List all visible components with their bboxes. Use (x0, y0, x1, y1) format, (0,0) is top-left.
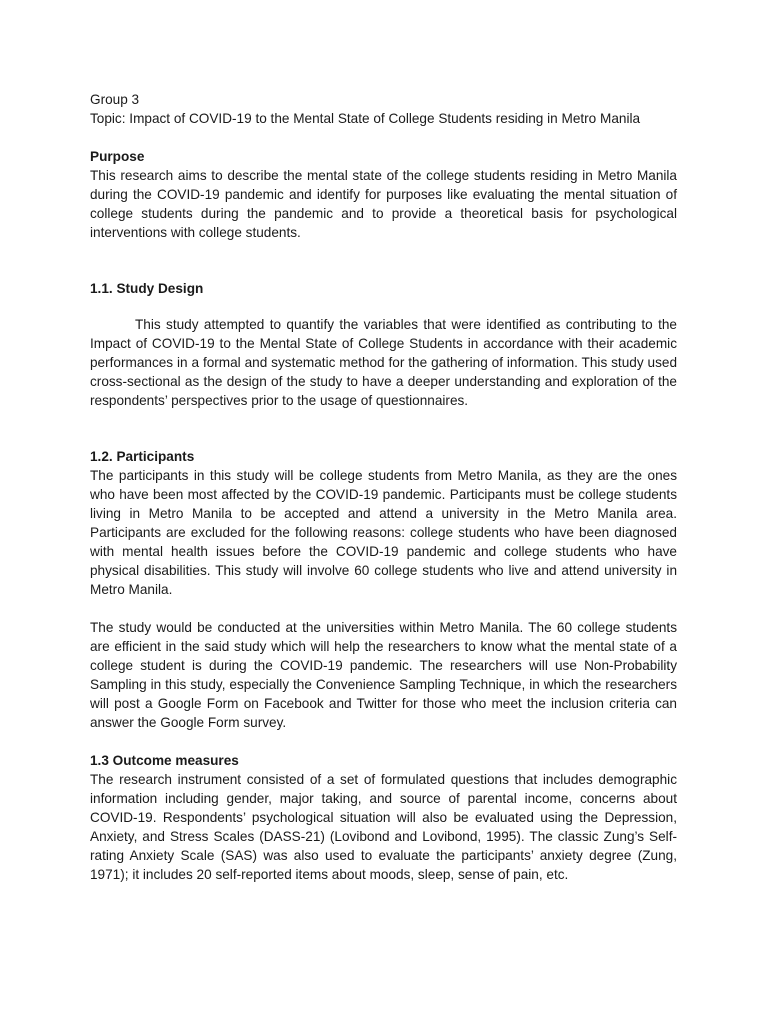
study-design-paragraph: This study attempted to quantify the variables that were identified as contributing to the Impact of COVID-19 to the Mental State of College Students in accordance with their academic performances in a formal and systematic method for the gathering of information. This study used cross-sectional as the design of the study to have a deeper understanding and exploration of the respondents’ perspectives prior to the usage of questionnaires. (90, 317, 677, 408)
spacer (90, 128, 677, 147)
spacer (90, 732, 677, 751)
spacer (90, 599, 677, 618)
study-design-heading: 1.1. Study Design (90, 281, 204, 296)
participants-heading: 1.2. Participants (90, 449, 195, 464)
purpose-paragraph: This research aims to describe the mental state of the college students residing in Metro Manila during the COVID-19 pandemic and identify for purposes like evaluating the mental situation of college students during the pandemic and to provide a theoretical basis for psychological interventions with college students. (90, 168, 677, 240)
spacer (90, 242, 677, 279)
spacer (90, 410, 677, 447)
participants-paragraph-1: The participants in this study will be college students from Metro Manila, as they are the ones who have been most affected by the COVID-19 pandemic. Participants must be college students living in Metro Manila to be accepted and attend a university in the Metro Manila area. Participants are excluded for the following reasons: college students who have been diagnosed with mental health issues before the COVID-19 pandemic and college students who have physical disabilities. This study will involve 60 college students who live and attend university in Metro Manila. (90, 468, 677, 597)
participants-paragraph-2: The study would be conducted at the universities within Metro Manila. The 60 college students are efficient in the said study which will help the researchers to know what the mental state of a college student is during the COVID-19 pandemic. The researchers will use Non-Probability Sampling in this study, especially the Convenience Sampling Technique, in which the researchers will post a Google Form on Facebook and Twitter for those who meet the inclusion criteria can answer the Google Form survey. (90, 620, 677, 730)
topic-line: Topic: Impact of COVID-19 to the Mental State of College Students residing in Metro Manila (90, 111, 641, 126)
document-page (90, 90, 677, 884)
outcome-measures-paragraph: The research instrument consisted of a set of formulated questions that includes demographic information including gender, major taking, and source of parental income, concerns about COVID-19. Respondents’ psychological situation will also be evaluated using the Depression, Anxiety, and Stress Scales (DASS-21) (Lovibond and Lovibond, 1995). The classic Zung’s Self-rating Anxiety Scale (SAS) was also used to evaluate the participants’ anxiety degree (Zung, 1971); it includes 20 self-reported items about moods, sleep, sense of pain, etc. (90, 772, 677, 882)
purpose-heading: Purpose (90, 149, 145, 164)
outcome-measures-heading: 1.3 Outcome measures (90, 753, 239, 768)
spacer (90, 298, 677, 315)
group-label: Group 3 (90, 92, 140, 107)
